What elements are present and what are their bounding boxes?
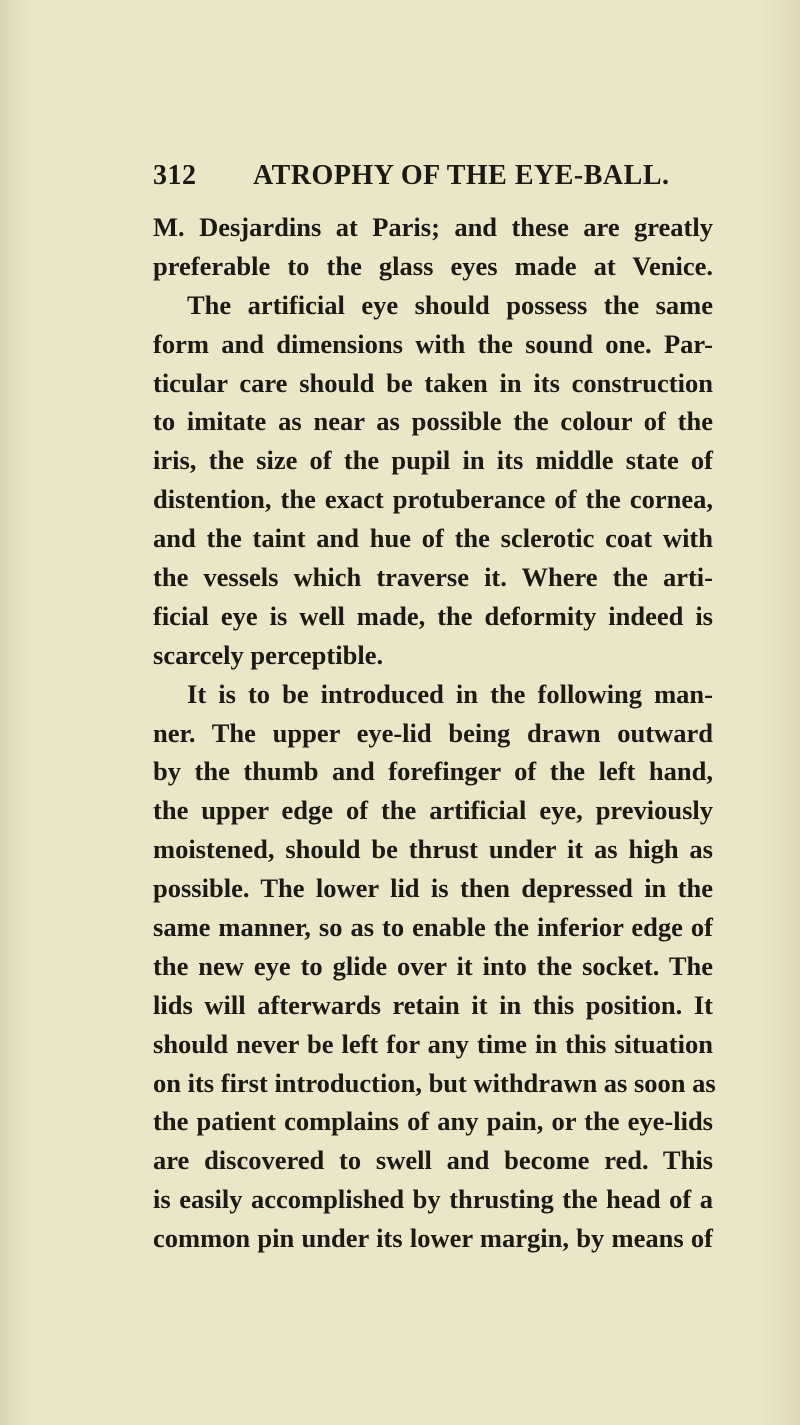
text-line: lids will afterwards retain it in this position. It <box>153 989 713 1020</box>
text-line: on its first introduction, but withdrawn as soon as <box>153 1067 716 1098</box>
text-line: by the thumb and forefinger of the left hand, <box>153 756 713 787</box>
paragraph-start-line: The artificial eye should possess the same <box>187 289 713 320</box>
text-line: is easily accomplished by thrusting the head of a <box>153 1184 713 1215</box>
page-number: 312 <box>153 160 197 191</box>
text-line: to imitate as near as possible the colour of the <box>153 406 713 437</box>
text-line: should never be left for any time in this situation <box>153 1028 713 1059</box>
text-line: M. Desjardins at Paris; and these are greatly <box>153 212 713 242</box>
text-line: are discovered to swell and become red. This <box>153 1145 713 1176</box>
body-text <box>153 208 716 1258</box>
text-line: ficial eye is well made, the deformity indeed is <box>153 600 713 631</box>
text-line: the vessels which traverse it. Where the arti- <box>153 562 713 593</box>
text-line: form and dimensions with the sound one. Par- <box>153 328 713 359</box>
text-line: same manner, so as to enable the inferior edge of <box>153 912 713 943</box>
text-line: possible. The lower lid is then depressed in the <box>153 873 713 904</box>
text-line: ner. The upper eye-lid being drawn outward <box>153 717 713 748</box>
text-line: distention, the exact protuberance of the cornea, <box>153 484 713 515</box>
text-line: the upper edge of the artificial eye, previously <box>153 795 713 826</box>
page-header <box>153 160 713 200</box>
text-line: common pin under its lower margin, by means of <box>153 1223 713 1254</box>
running-head: ATROPHY OF THE EYE-BALL. <box>253 160 670 191</box>
text-line: preferable to the glass eyes made at Venice. <box>153 250 713 281</box>
text-line: the new eye to glide over it into the socket. The <box>153 950 713 981</box>
paragraph-start-line: It is to be introduced in the following man- <box>187 678 713 709</box>
paragraph-end-line: scarcely perceptible. <box>153 639 384 670</box>
text-line: moistened, should be thrust under it as high as <box>153 834 713 865</box>
text-line: ticular care should be taken in its construction <box>153 367 713 398</box>
text-line: the patient complains of any pain, or the eye-lids <box>153 1106 713 1137</box>
text-line: iris, the size of the pupil in its middle state of <box>153 445 713 476</box>
text-line: and the taint and hue of the sclerotic coat with <box>153 523 713 554</box>
